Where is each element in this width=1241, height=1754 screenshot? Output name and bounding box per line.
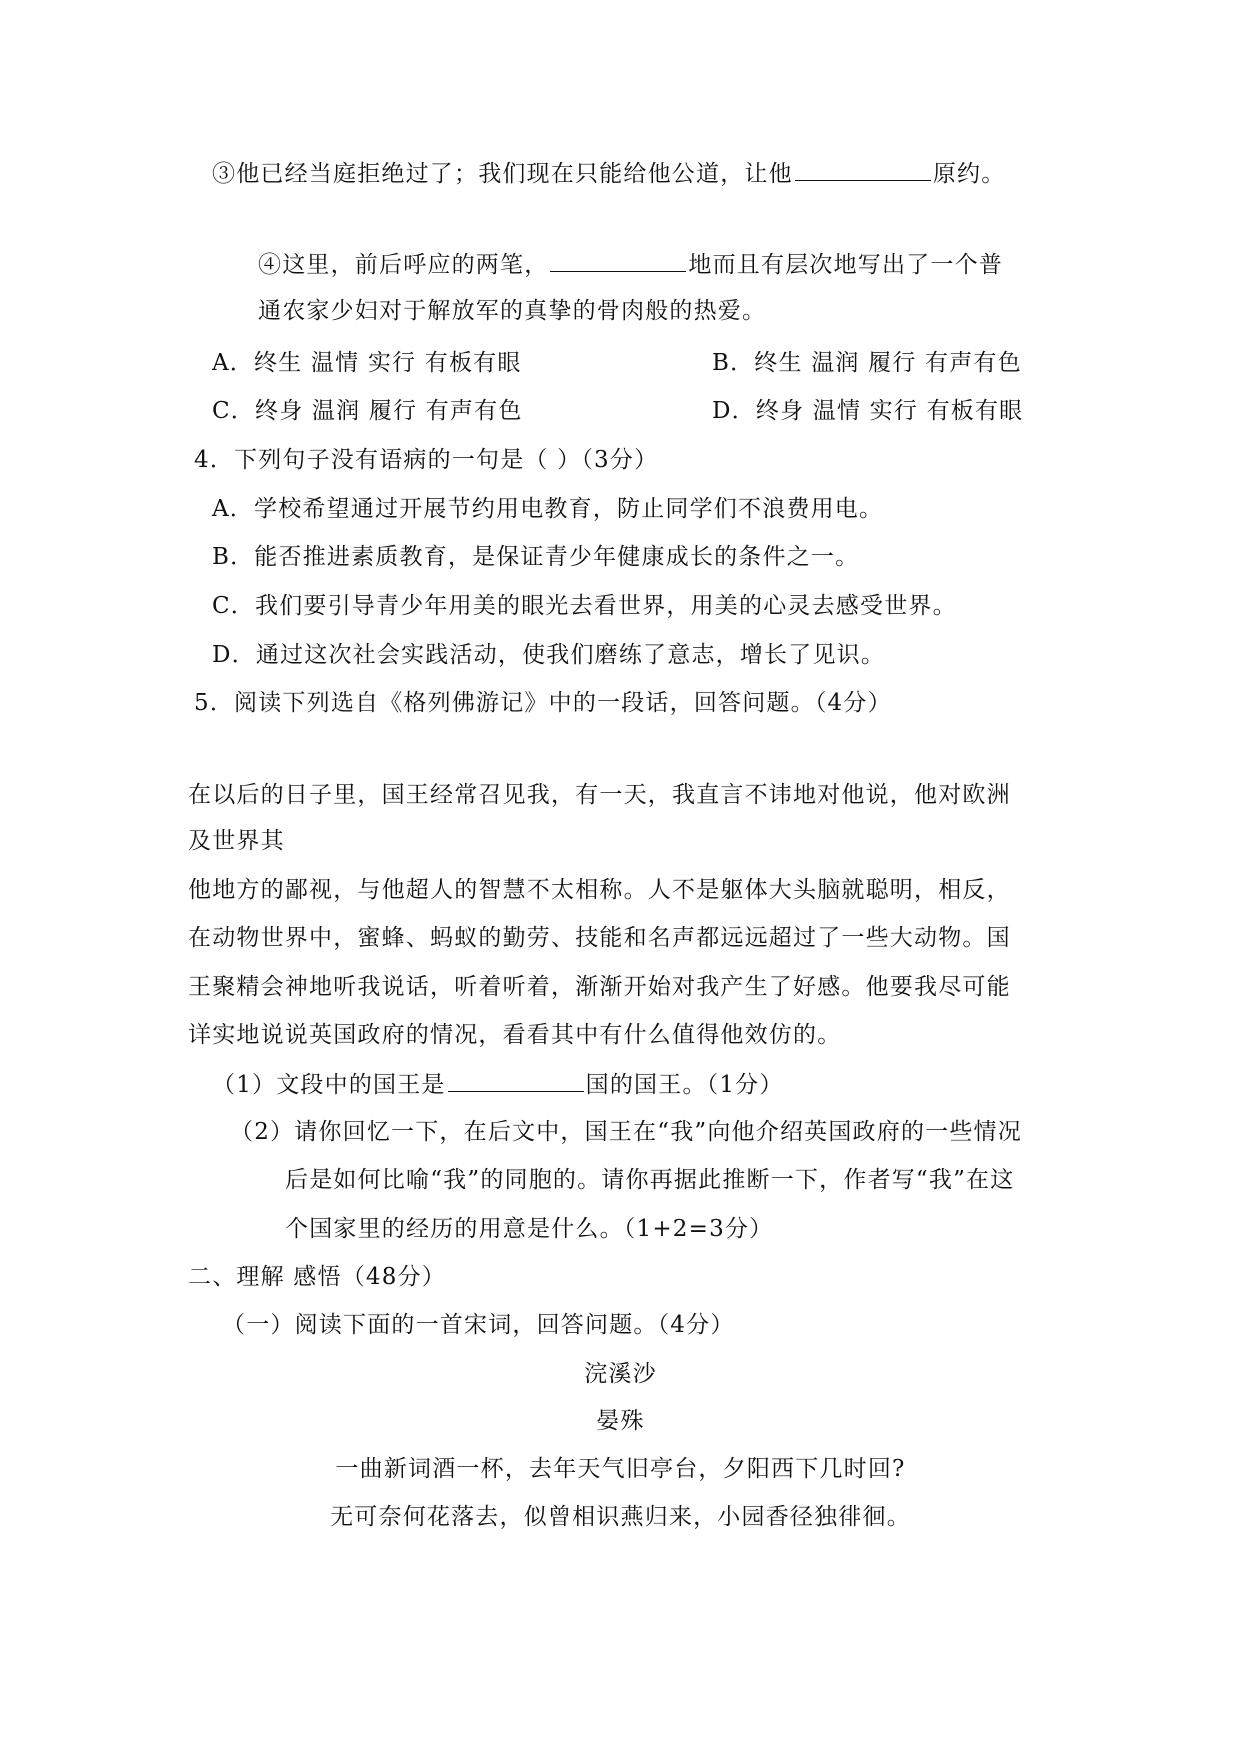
q5-sub2-line: 个国家里的经历的用意是什么。（1+2=3分） xyxy=(285,1216,774,1242)
q3-item3 xyxy=(212,158,1005,189)
q4-option-a: A．学校希望通过开展节约用电教育，防止同学们不浪费用电。 xyxy=(212,496,884,522)
q5-sub1-end: 国的国王。（1分） xyxy=(585,1072,784,1098)
q5-passage-line: 王聚精会神地听我说话，听着听着，渐渐开始对我产生了好感。他要我尽可能 xyxy=(188,974,1011,1000)
q5-passage-line: 及世界其 xyxy=(188,828,285,854)
poem-line: 无可奈何花落去，似曾相识燕归来，小园香径独徘徊。 xyxy=(330,1504,911,1530)
q5-sub2-line: （2）请你回忆一下，在后文中，国王在“我”向他介绍英国政府的一些情况 xyxy=(230,1119,1022,1145)
q5-passage-line: 他地方的鄙视，与他超人的智慧不太相称。人不是躯体大头脑就聪明，相反， xyxy=(188,877,1011,903)
q5-passage-line: 在以后的日子里，国王经常召见我，有一天，我直言不讳地对他说，他对欧洲 xyxy=(188,782,1011,808)
q5-sub2-line: 后是如何比喻“我”的同胞的。请你再据此推断一下，作者写“我”在这 xyxy=(285,1167,1015,1193)
q3-item4-end: 地而且有层次地写出了一个普 xyxy=(688,252,1004,278)
q5-sub1-text: （1）文段中的国王是 xyxy=(212,1072,446,1098)
poem-line: 一曲新词酒一杯，去年天气旧亭台，夕阳西下几时回? xyxy=(335,1456,906,1482)
q3-item3-text: ③他已经当庭拒绝过了；我们现在只能给他公道，让他 xyxy=(212,161,793,187)
q5-passage-line: 详实地说说英国政府的情况，看看其中有什么值得他效仿的。 xyxy=(188,1022,842,1048)
q4-option-c: C．我们要引导青少年用美的眼光去看世界，用美的心灵去感受世界。 xyxy=(212,593,957,619)
poem-author: 晏殊 xyxy=(596,1408,645,1434)
q4-stem: 4．下列句子没有语病的一句是（ ）（3分） xyxy=(194,447,659,473)
poem-title: 浣溪沙 xyxy=(584,1361,657,1387)
q3-option-a: A．终生 温情 实行 有板有眼 xyxy=(212,350,522,376)
answer-blank[interactable] xyxy=(550,249,686,272)
q3-item4-continued: 通农家少妇对于解放军的真挚的骨肉般的热爱。 xyxy=(258,298,767,324)
answer-blank[interactable] xyxy=(795,158,931,181)
q3-option-d: D．终身 温情 实行 有板有眼 xyxy=(712,398,1024,424)
answer-blank[interactable] xyxy=(448,1069,584,1092)
q3-option-b: B．终生 温润 履行 有声有色 xyxy=(712,350,1022,376)
part1-instruction: （一）阅读下面的一首宋词，回答问题。（4分） xyxy=(222,1312,735,1338)
q3-item4 xyxy=(258,249,1003,280)
q3-item3-end: 原约。 xyxy=(932,161,1006,187)
q5-stem: 5．阅读下列选自《格列佛游记》中的一段话，回答问题。（4分） xyxy=(194,690,892,716)
q5-passage-line: 在动物世界中，蜜蜂、蚂蚁的勤劳、技能和名声都远远超过了一些大动物。国 xyxy=(188,925,1011,951)
q4-option-b: B．能否推进素质教育，是保证青少年健康成长的条件之一。 xyxy=(212,544,860,570)
section-heading: 二、理解 感悟（48分） xyxy=(188,1264,446,1290)
q3-option-c: C．终身 温润 履行 有声有色 xyxy=(212,398,523,424)
q5-sub1 xyxy=(212,1069,784,1100)
q4-option-d: D．通过这次社会实践活动，使我们磨练了意志，增长了见识。 xyxy=(212,642,886,668)
q3-item4-text: ④这里，前后呼应的两笔， xyxy=(258,252,549,278)
